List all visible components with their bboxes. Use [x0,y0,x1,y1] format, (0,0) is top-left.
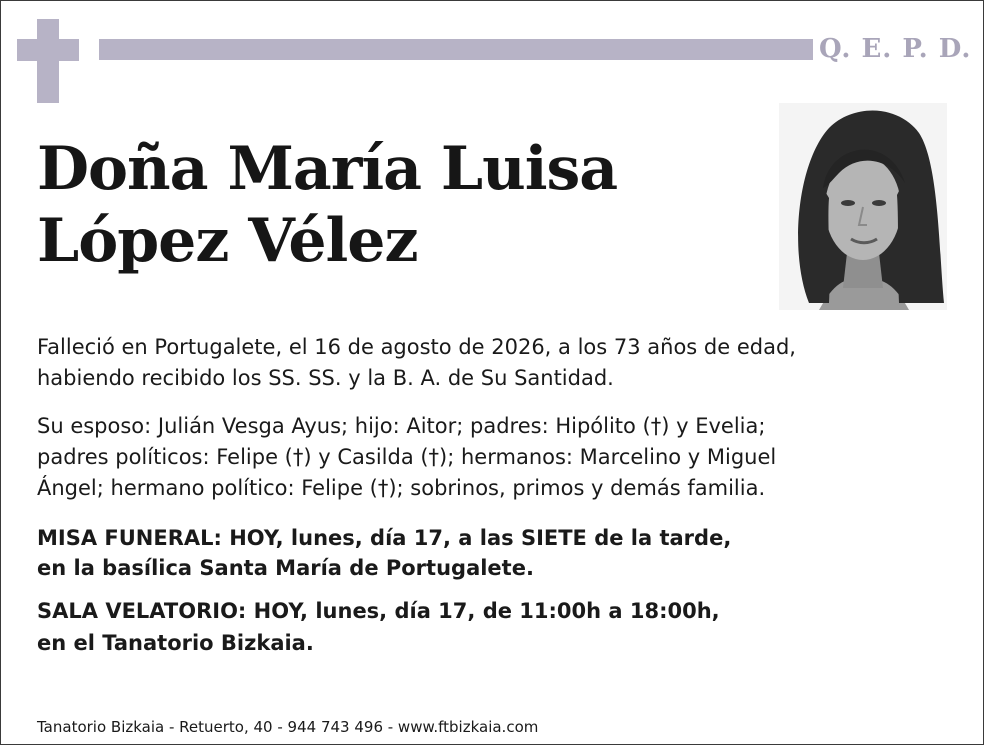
qepd-label: Q. E. P. D. [819,34,972,64]
wake-line: en el Tanatorio Bizkaia. [37,631,314,655]
wake-info [37,595,937,659]
family-line: Su esposo: Julián Vesga Ayus; hijo: Aitor; padres: Hipólito (†) y Evelia; [37,414,766,438]
death-notice [37,332,937,394]
funeral-mass-info [37,523,937,583]
death-notice-line: habiendo recibido los SS. SS. y la B. A. de Su Santidad. [37,366,614,390]
name-line-1: Doña María Luisa [37,134,618,204]
portrait-photo [779,103,947,310]
cross-icon [37,19,59,103]
cross-icon-arm [17,39,79,61]
family-line: Ángel; hermano político: Felipe (†); sobrinos, primos y demás familia. [37,476,766,500]
family-line: padres políticos: Felipe (†) y Casilda (†); hermanos: Marcelino y Miguel [37,445,777,469]
name-line-2: López Vélez [37,206,418,276]
funeral-line: MISA FUNERAL: HOY, lunes, día 17, a las SIETE de la tarde, [37,526,732,550]
family-list [37,411,937,504]
death-notice-line: Falleció en Portugalete, el 16 de agosto de 2026, a los 73 años de edad, [37,335,796,359]
wake-line: SALA VELATORIO: HOY, lunes, día 17, de 11:00h a 18:00h, [37,599,720,623]
deceased-name [37,133,737,277]
header-bar [99,39,813,60]
footer-contact: Tanatorio Bizkaia - Retuerto, 40 - 944 743 496 - www.ftbizkaia.com [37,718,539,736]
funeral-line: en la basílica Santa María de Portugalete. [37,556,534,580]
